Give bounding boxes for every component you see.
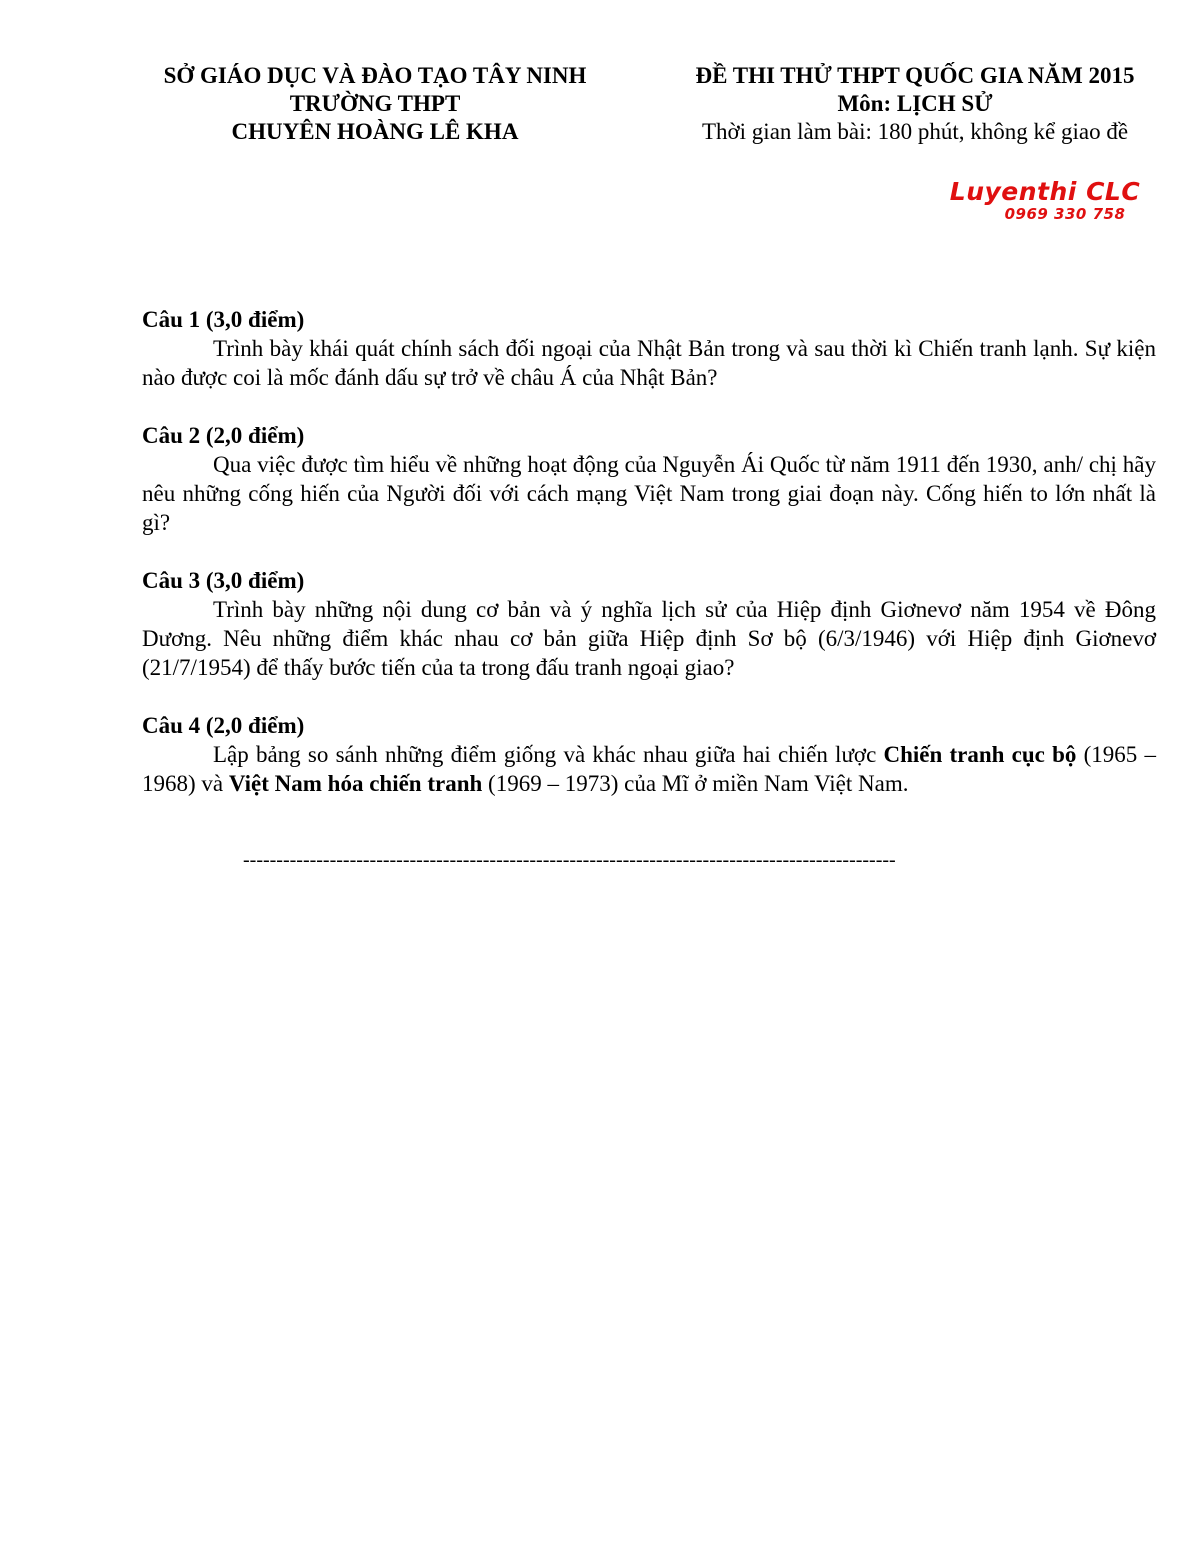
question-body: Trình bày những nội dung cơ bản và ý nghĩa lịch sử của Hiệp định Giơnevơ năm 1954 về Đông Dương. Nêu những điểm khác nhau cơ bản giữa Hiệp định Sơ bộ (6/3/1946) với Hiệp định Giơnevơ (21/7/1954) để thấy bước tiến của ta trong đấu tranh ngoại giao?: [142, 597, 1156, 680]
question-3: [142, 566, 1156, 682]
question-title: Câu 2 (2,0 điểm): [142, 423, 305, 448]
exam-time: Thời gian làm bài: 180 phút, không kể giao đề: [701, 119, 1129, 144]
department-name: SỞ GIÁO DỤC VÀ ĐÀO TẠO TÂY NINH: [163, 63, 587, 88]
strategy-vietnamization: Việt Nam hóa chiến tranh: [228, 771, 483, 796]
question-title: Câu 1 (3,0 điểm): [142, 307, 305, 332]
question-body: Qua việc được tìm hiểu về những hoạt động của Nguyễn Ái Quốc từ năm 1911 đến 1930, anh/ chị hãy nêu những cống hiến của Người đối với cách mạng Việt Nam trong giai đoạn này. Cống hiến to lớn nhất là gì?: [142, 452, 1156, 535]
question-2: [142, 421, 1156, 537]
question-body: Trình bày khái quát chính sách đối ngoại của Nhật Bản trong và sau thời kì Chiến tranh lạnh. Sự kiện nào được coi là mốc đánh dấu sự trở về châu Á của Nhật Bản?: [142, 336, 1156, 390]
school-type: TRƯỜNG THPT: [289, 91, 461, 116]
question-title: Câu 3 (3,0 điểm): [142, 568, 305, 593]
watermark-logo: [930, 178, 1160, 222]
exam-title: ĐỀ THI THỬ THPT QUỐC GIA NĂM 2015: [695, 63, 1135, 88]
strategy-local-war: Chiến tranh cục bộ: [883, 742, 1077, 767]
school-header: [130, 62, 620, 146]
watermark-name: Luyenthi CLC: [949, 177, 1141, 206]
exam-header: [660, 62, 1170, 146]
question-4: [142, 711, 1156, 798]
question-body-text: (1965 – 1968) và: [142, 742, 1156, 796]
school-name: CHUYÊN HOÀNG LÊ KHA: [231, 119, 519, 144]
watermark-phone: 0969 330 758: [1004, 205, 1126, 223]
question-body-text: (1969 – 1973) của Mĩ ở miền Nam Việt Nam.: [482, 771, 909, 796]
end-divider: --------------------------------------------------------------------------------------------------: [243, 849, 896, 871]
question-title: Câu 4 (2,0 điểm): [142, 713, 305, 738]
question-1: [142, 305, 1156, 392]
question-list: [142, 305, 1156, 827]
question-body-text: Lập bảng so sánh những điểm giống và khác nhau giữa hai chiến lược: [213, 742, 884, 767]
exam-subject: Môn: LỊCH SỬ: [837, 91, 993, 116]
question-body: [142, 740, 1156, 798]
